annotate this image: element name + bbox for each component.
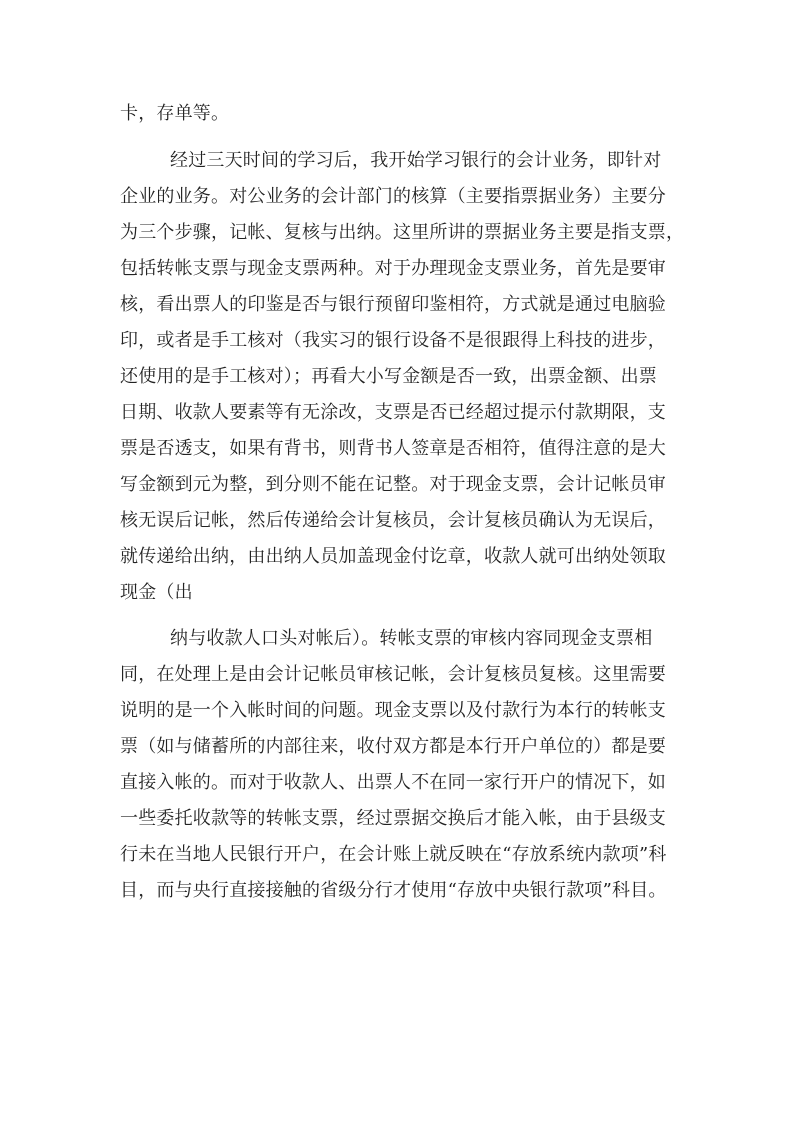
- text-line-17: 说明的是一个入帐时间的问题。现金支票以及付款行为本行的转帐支: [120, 700, 666, 721]
- text-line-6: 核，看出票人的印鉴是否与银行预留印鉴相符，方式就是通过电脑验: [120, 294, 666, 315]
- text-line-15: 纳与收款人口头对帐后）。转帐支票的审核内容同现金支票相: [170, 628, 653, 649]
- text-line-10: 票是否透支，如果有背书，则背书人签章是否相符，值得注意的是大: [120, 438, 666, 459]
- text-line-9: 日期、收款人要素等有无涂改，支票是否已经超过提示付款期限，支: [120, 402, 666, 423]
- text-line-11: 写金额到元为整，到分则不能在记整。对于现金支票，会计记帐员审: [120, 474, 666, 495]
- text-line-4: 为三个步骤，记帐、复核与出纳。这里所讲的票据业务主要是指支票，: [120, 222, 685, 243]
- text-line-12: 核无误后记帐，然后传递给会计复核员，会计复核员确认为无误后，: [120, 510, 666, 531]
- text-line-18: 票（如与储蓄所的内部往来，收付双方都是本行开户单位的）都是要: [120, 736, 666, 757]
- text-line-2: 经过三天时间的学习后，我开始学习银行的会计业务，即针对: [170, 150, 662, 171]
- text-line-5: 包括转帐支票与现金支票两种。对于办理现金支票业务，首先是要审: [120, 258, 666, 279]
- text-line-21: 行未在当地人民银行开户，在会计账上就反映在“存放系统内款项”科: [120, 844, 667, 865]
- text-line-16: 同，在处理上是由会计记帐员审核记帐，会计复核员复核。这里需要: [120, 664, 666, 685]
- text-line-19: 直接入帐的。而对于收款人、出票人不在同一家行开户的情况下，如: [120, 772, 666, 793]
- text-line-20: 一些委托收款等的转帐支票，经过票据交换后才能入帐，由于县级支: [120, 808, 666, 829]
- text-line-8: 还使用的是手工核对）；再看大小写金额是否一致，出票金额、出票: [120, 366, 657, 387]
- text-line-22: 目，而与央行直接接触的省级分行才使用“存放中央银行款项”科目。: [120, 880, 667, 901]
- text-line-7: 印，或者是手工核对（我实习的银行设备不是很跟得上科技的进步，: [120, 330, 666, 351]
- text-line-1: 卡，存单等。: [120, 103, 230, 124]
- text-line-13: 就传递给出纳，由出纳人员加盖现金付讫章，收款人就可出纳处领取: [120, 546, 666, 567]
- text-line-3: 企业的业务。对公业务的会计部门的核算（主要指票据业务）主要分: [120, 186, 666, 207]
- text-line-14: 现金（出: [120, 582, 193, 603]
